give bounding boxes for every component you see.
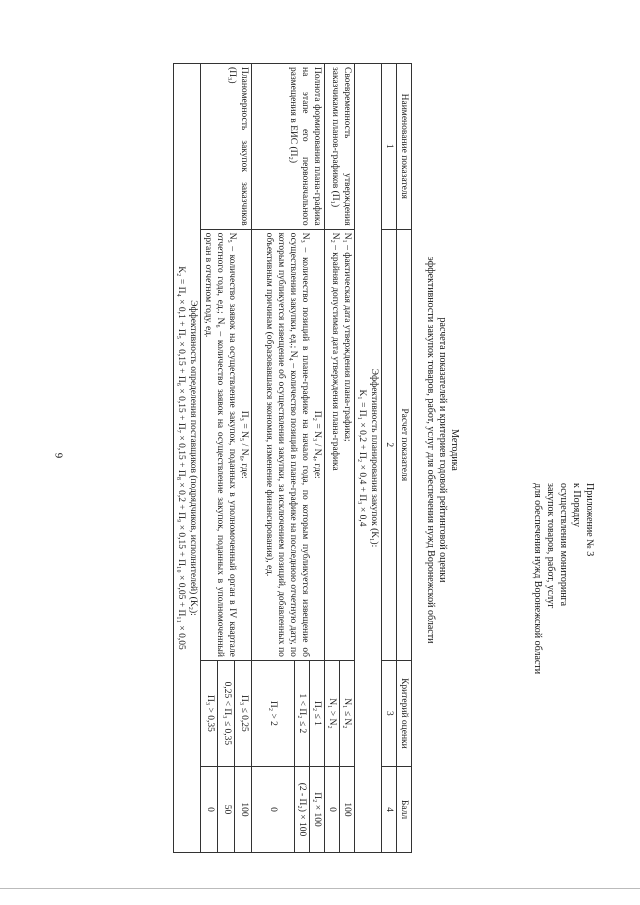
table-row bbox=[235, 64, 252, 853]
criterion: П₃ > 0,35 bbox=[201, 660, 218, 766]
header-cell: Критерий оценки bbox=[397, 660, 412, 766]
calc-line: N₂ – крайняя допустимая дата утверждения плана-графика bbox=[330, 232, 340, 471]
criterion: 0,25 < П₃ ≤ 0,35 bbox=[218, 660, 235, 766]
section-row bbox=[355, 64, 382, 853]
criterion: N₁ > N₂ bbox=[325, 660, 340, 766]
methodology-table bbox=[173, 63, 412, 853]
numbering-row bbox=[382, 64, 397, 853]
column-number: 3 bbox=[382, 660, 397, 766]
appendix-line: к Порядку bbox=[571, 483, 582, 527]
section-cell bbox=[355, 64, 382, 853]
title-line: расчета показателей и критериев годовой рейтинговой оценки bbox=[437, 317, 448, 583]
indicator-name: Полнота формирования плана-графика на этапе его первоначального размещения в ЕИС (П₂) bbox=[252, 64, 325, 230]
calc-text: N₃ – количество позиций в плане-графике на начало года, по которым публикуется извещение об осуществлении закупки, ед.; N₄ – количество позиций в плане-графике на последнюю отчетную дату, по которым публикуется извещение об осуществлении закупки, за исключением позиций, добавленных по объективным причинам (образовавшаяся экономия, изменение финансирования), ед. bbox=[264, 232, 310, 657]
column-number: 1 bbox=[382, 64, 397, 230]
calc-text: N₅ – количество заявок на осуществление закупок, поданных в уполномоченный орган в IV квартале отчетного года, ед.; N₆ – количество заявок на осуществление закупок, поданных в уполномоченный орган в отчетном году, ед. bbox=[203, 232, 237, 657]
indicator-name: Планомерность закупок заказчиков (П₃) bbox=[201, 64, 252, 230]
column-number: 2 bbox=[382, 229, 397, 660]
indicator-calc bbox=[325, 229, 355, 660]
criterion: П₂ ≤ 1 bbox=[310, 660, 325, 766]
header-cell: Балл bbox=[397, 766, 412, 852]
indicator-calc bbox=[252, 229, 325, 660]
score: 0 bbox=[201, 766, 218, 852]
score: 100 bbox=[340, 766, 355, 852]
section-formula: K₂ = П₄ × 0,1 + П₅ × 0,15 + П₆ × 0,15 + П₇ × 0,15 + П₈ × 0,2 + П₉ × 0,15 + П₁₀ × 0,05 + П₁₁ × 0,05 bbox=[176, 266, 186, 650]
rotated-page-content bbox=[50, 35, 610, 865]
appendix-line: Приложение № 3 bbox=[584, 483, 595, 557]
header-cell: Наименование показателя bbox=[397, 64, 412, 230]
appendix-line: осуществления мониторинга bbox=[558, 483, 569, 607]
table-row bbox=[340, 64, 355, 853]
title-line: Методика bbox=[449, 429, 460, 471]
header-cell: Расчет показателя bbox=[397, 229, 412, 660]
criterion: П₂ > 2 bbox=[252, 660, 295, 766]
table-row bbox=[310, 64, 325, 853]
section-title: Эффективность определения поставщиков (подрядчиков, исполнителей) (K₂): bbox=[188, 300, 198, 616]
criterion: N₁ ≤ N₂ bbox=[340, 660, 355, 766]
indicator-name: Своевременность утверждения заказчиками планов-графиков (П₁) bbox=[325, 64, 355, 230]
column-number: 4 bbox=[382, 766, 397, 852]
score: 0 bbox=[325, 766, 340, 852]
page-edge-divider bbox=[0, 888, 640, 889]
appendix-line: закупок товаров, работ, услуг bbox=[545, 483, 556, 609]
criterion: 1 < П₂ ≤ 2 bbox=[295, 660, 310, 766]
section-title: Эффективность планирования закупок (K₁): bbox=[369, 368, 379, 548]
score: 0 bbox=[252, 766, 295, 852]
calc-line: N₁ – фактическая дата утверждения плана-графика; bbox=[342, 232, 352, 442]
section-cell bbox=[174, 64, 201, 853]
appendix-line: для обеспечения нужд Воронежской области bbox=[532, 483, 543, 675]
indicator-calc bbox=[201, 229, 252, 660]
criterion: П₃ ≤ 0,25 bbox=[235, 660, 252, 766]
score: 50 bbox=[218, 766, 235, 852]
score: 100 bbox=[235, 766, 252, 852]
calc-formula: П₂ = N₃ / N₄, где: bbox=[312, 410, 322, 479]
header-row bbox=[397, 64, 412, 853]
score: (2 - П₂) × 100 bbox=[295, 766, 310, 852]
section-row bbox=[174, 64, 201, 853]
section-formula: K₁ = П₁ × 0,2 + П₂ × 0,4 + П₃ × 0,4 bbox=[357, 389, 367, 527]
document-title bbox=[424, 35, 460, 865]
calc-formula: П₃ = N₅ / N₆, где: bbox=[239, 410, 249, 479]
page-number: 6 bbox=[53, 452, 66, 459]
title-line: эффективности закупок товаров, работ, услуг для обеспечения нужд Воронежской области bbox=[425, 256, 436, 644]
score: П₂ × 100 bbox=[310, 766, 325, 852]
appendix-header bbox=[531, 483, 596, 843]
